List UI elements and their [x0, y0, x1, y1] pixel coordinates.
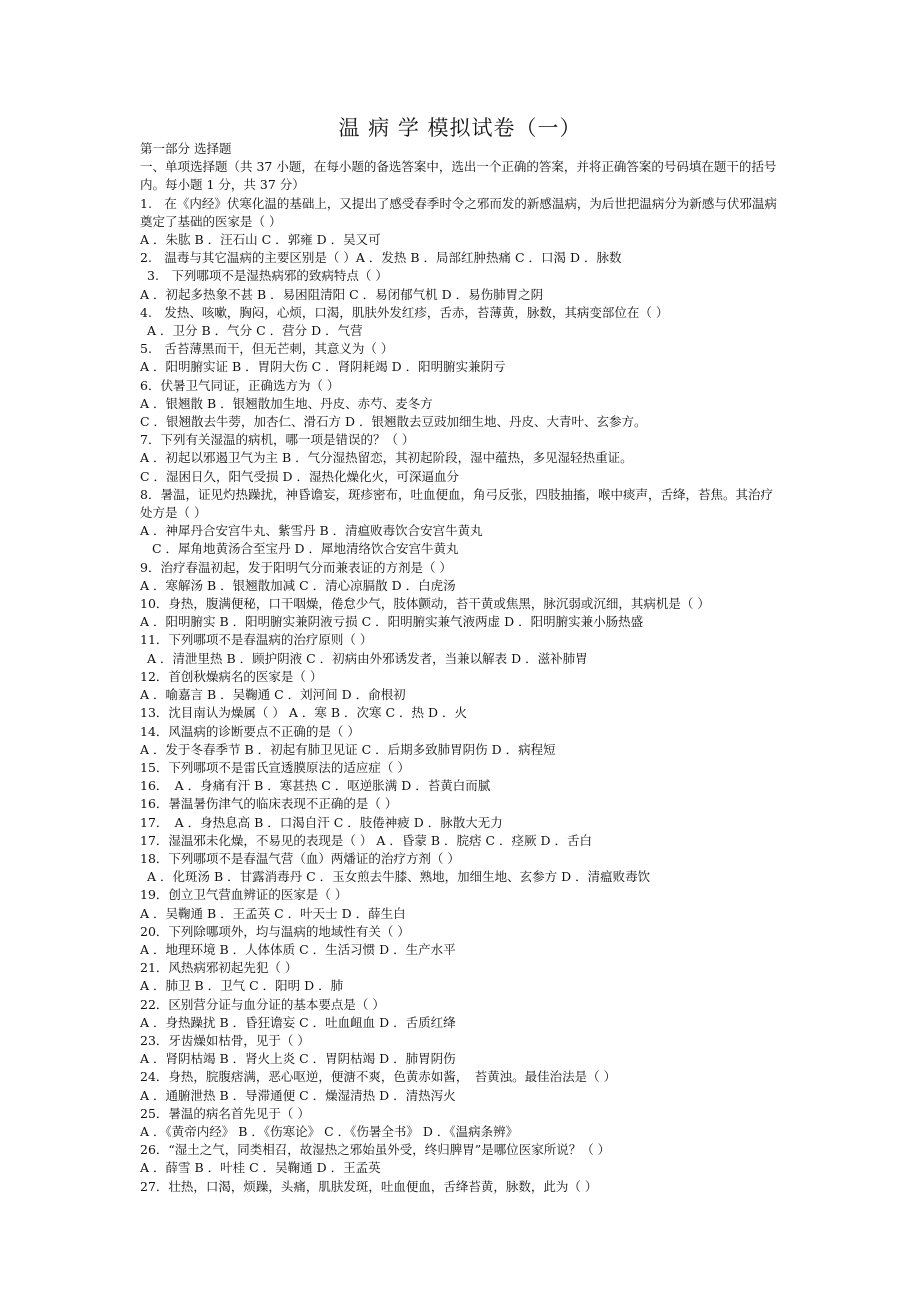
- question-line: 9．治疗春温初起，发于阳明气分而兼表证的方剂是（ ）: [140, 559, 452, 575]
- question-line: 13．沈目南认为燥属（ ） A ．寒 B ．次寒 C ．热 D ．火: [140, 705, 467, 721]
- question-line: 12．首创秋燥病名的医家是（ ）: [140, 668, 323, 684]
- question-line: 21．风热病邪初起先犯（ ）: [140, 960, 298, 976]
- question-list: [140, 195, 785, 1196]
- answer-options: A ．神犀丹合安宫牛丸、紫雪丹 B ．清瘟败毒饮合安宫牛黄丸: [140, 523, 483, 539]
- answer-options: A ．初起以邪遏卫气为主 B ．气分湿热留恋，其初起阶段，湿中蕴热，多见湿轻热重证。: [140, 450, 633, 466]
- part-heading: 第一部分 选择题: [140, 141, 232, 156]
- answer-options: A ．初起多热象不甚 B ．易困阻清阳 C ．易闭郁气机 D ．易伤肺胃之阴: [140, 286, 544, 302]
- answer-options: A ．发于冬春季节 B ．初起有肺卫见证 C ．后期多致肺胃阴伤 D ．病程短: [140, 741, 556, 757]
- answer-options: A ．《黄帝内经》 B ．《伤寒论》 C ．《伤暑全书》 D ．《温病条辨》: [140, 1123, 519, 1139]
- question-line: 26．“湿土之气，同类相召，故湿热之邪始虽外受，终归脾胃”是哪位医家所说？（ ）: [140, 1142, 611, 1158]
- answer-options: A ．薛雪 B ．叶桂 C ．吴鞠通 D ．王孟英: [140, 1160, 381, 1176]
- page-title: 温 病 学 模拟试卷（一）: [338, 116, 582, 140]
- answer-options: A ．喻嘉言 B ．吴鞠通 C ．刘河间 D ．俞根初: [140, 687, 406, 703]
- answer-options: A ．朱肱 B ．汪石山 C ．郭雍 D ．吴又可: [140, 232, 381, 248]
- answer-options: C ．银翘散去牛蒡，加杏仁、滑石方 D ．银翘散去豆豉加细生地、丹皮、大青叶、玄参方。: [140, 414, 647, 430]
- answer-options: C ．犀角地黄汤合至宝丹 D ．犀地清络饮合安宫牛黄丸: [152, 541, 459, 557]
- question-line: 11．下列哪项不是春温病的治疗原则（ ）: [140, 632, 373, 648]
- question-line: 17． A ．身热息高 B ．口渴自汗 C ．肢倦神疲 D ．脉散大无力: [140, 814, 503, 830]
- answer-options: A ．通腑泄热 B ．导滞通便 C ．燥湿清热 D ．清热泻火: [140, 1087, 456, 1103]
- answer-options: A ．卫分 B ．气分 C ．营分 D ．气营: [147, 323, 363, 339]
- answer-options: A ．吴鞠通 B ．王孟英 C ．叶天士 D ．薛生白: [140, 905, 406, 921]
- question-line: 7．下列有关湿温的病机，哪一项是错误的？（ ）: [140, 432, 415, 448]
- question-line: 2. 温毒与其它温病的主要区别是（ ）A ．发热 B ．局部红肿热痛 C ．口渴 D ．脉数: [140, 250, 622, 266]
- answer-options: A ．清泄里热 B ．顾护阴液 C ．初病由外邪诱发者，当兼以解表 D ．滋补肺胃: [147, 650, 588, 666]
- section-intro: 一、单项选择题（共 37 小题，在每小题的备选答案中，选出一个正确的答案，并将正确答案的号码填在题干的括号内。每小题 1 分，共 37 分）: [140, 159, 777, 193]
- question-line: 4. 发热、咳嗽，胸闷，心烦，口渴，肌肤外发红疹，舌赤，苔薄黄，脉数，其病变部位在（ ）: [140, 304, 669, 320]
- exam-content: [140, 140, 785, 1196]
- question-line: 8．暑温，证见灼热躁扰，神昏谵妄，斑疹密布，吐血便血，角弓反张，四肢抽搐，喉中痰声，舌绛，苔焦。其治疗处方是（ ）: [140, 486, 773, 521]
- question-line: 19．创立卫气营血辨证的医家是（ ）: [140, 887, 348, 903]
- answer-options: A ．身热躁扰 B ．昏狂谵妄 C ．吐血衄血 D ．舌质红绛: [140, 1014, 456, 1030]
- answer-options: A ．银翘散 B ．银翘散加生地、丹皮、赤芍、麦冬方: [140, 395, 433, 411]
- question-line: 10．身热，腹满便秘，口干咽燥，倦怠少气，肢体颤动，苔干黄或焦黑，脉沉弱或沉细，其病机是（ ）: [140, 596, 710, 612]
- question-line: 18．下列哪项不是春温气营（血）两燔证的治疗方剂（ ）: [140, 850, 460, 866]
- question-line: 5. 舌苔薄黑而干，但无芒刺，其意义为（ ）: [140, 341, 394, 357]
- question-line: 20．下列除哪项外，均与温病的地域性有关（ ）: [140, 923, 410, 939]
- answer-options: A ．化斑汤 B ．甘露消毒丹 C ．玉女煎去牛膝、熟地，加细生地、玄参方 D ．清瘟败毒饮: [147, 869, 651, 885]
- question-line: 16．暑温暑伤津气的临床表现不正确的是（ ）: [140, 796, 398, 812]
- question-line: 23．牙齿燥如枯骨，见于（ ）: [140, 1032, 310, 1048]
- question-line: 17．湿温邪未化燥，不易见的表现是（ ） A ．昏蒙 B ．脘痞 C ．痉厥 D ．舌白: [140, 832, 592, 848]
- question-line: 14．风温病的诊断要点不正确的是（ ）: [140, 723, 360, 739]
- answer-options: A ．肾阴枯竭 B ．肾火上炎 C ．胃阴枯竭 D ．肺胃阴伤: [140, 1051, 456, 1067]
- question-line: 1. 在《内经》伏寒化温的基础上，又提出了感受春季时令之邪而发的新感温病，为后世把温病分为新感与伏邪温病奠定了基础的医家是（ ）: [140, 195, 777, 229]
- question-line: 6．伏暑卫气同证，正确选方为（ ）: [140, 377, 340, 393]
- question-line: 22．区别营分证与血分证的基本要点是（ ）: [140, 996, 385, 1012]
- question-line: 16． A ．身痛有汗 B ．寒甚热 C ．呕逆胀满 D ．苔黄白而腻: [140, 778, 491, 794]
- question-line: 15．下列哪项不是雷氏宣透膜原法的适应症（ ）: [140, 759, 410, 775]
- answer-options: A ．阳明腑实证 B ．胃阴大伤 C ．肾阴耗竭 D ．阳明腑实兼阴亏: [140, 359, 506, 375]
- answer-options: C ．湿困日久，阳气受损 D ．湿热化燥化火，可深逼血分: [140, 468, 460, 484]
- answer-options: A ．阳明腑实 B ．阳明腑实兼阴液亏损 C ．阳明腑实兼气液两虚 D ．阳明腑实兼小肠热盛: [140, 614, 644, 630]
- answer-options: A ．地理环境 B ．人体体质 C ．生活习惯 D ．生产水平: [140, 941, 456, 957]
- answer-options: A ．寒解汤 B ．银翘散加减 C ．清心凉膈散 D ．白虎汤: [140, 577, 456, 593]
- question-line: 24．身热，脘腹痞满，恶心呕逆，便溏不爽，色黄赤如酱， 苔黄浊。最佳治法是（ ）: [140, 1069, 617, 1085]
- question-line: 3. 下列哪项不是湿热病邪的致病特点（ ）: [147, 268, 388, 284]
- question-line: 27．壮热，口渴，烦躁，头痛，肌肤发斑，吐血便血，舌绛苔黄，脉数，此为（ ）: [140, 1178, 598, 1194]
- answer-options: A ．肺卫 B ．卫气 C ．阳明 D ．肺: [140, 978, 344, 994]
- question-line: 25．暑温的病名首先见于（ ）: [140, 1105, 310, 1121]
